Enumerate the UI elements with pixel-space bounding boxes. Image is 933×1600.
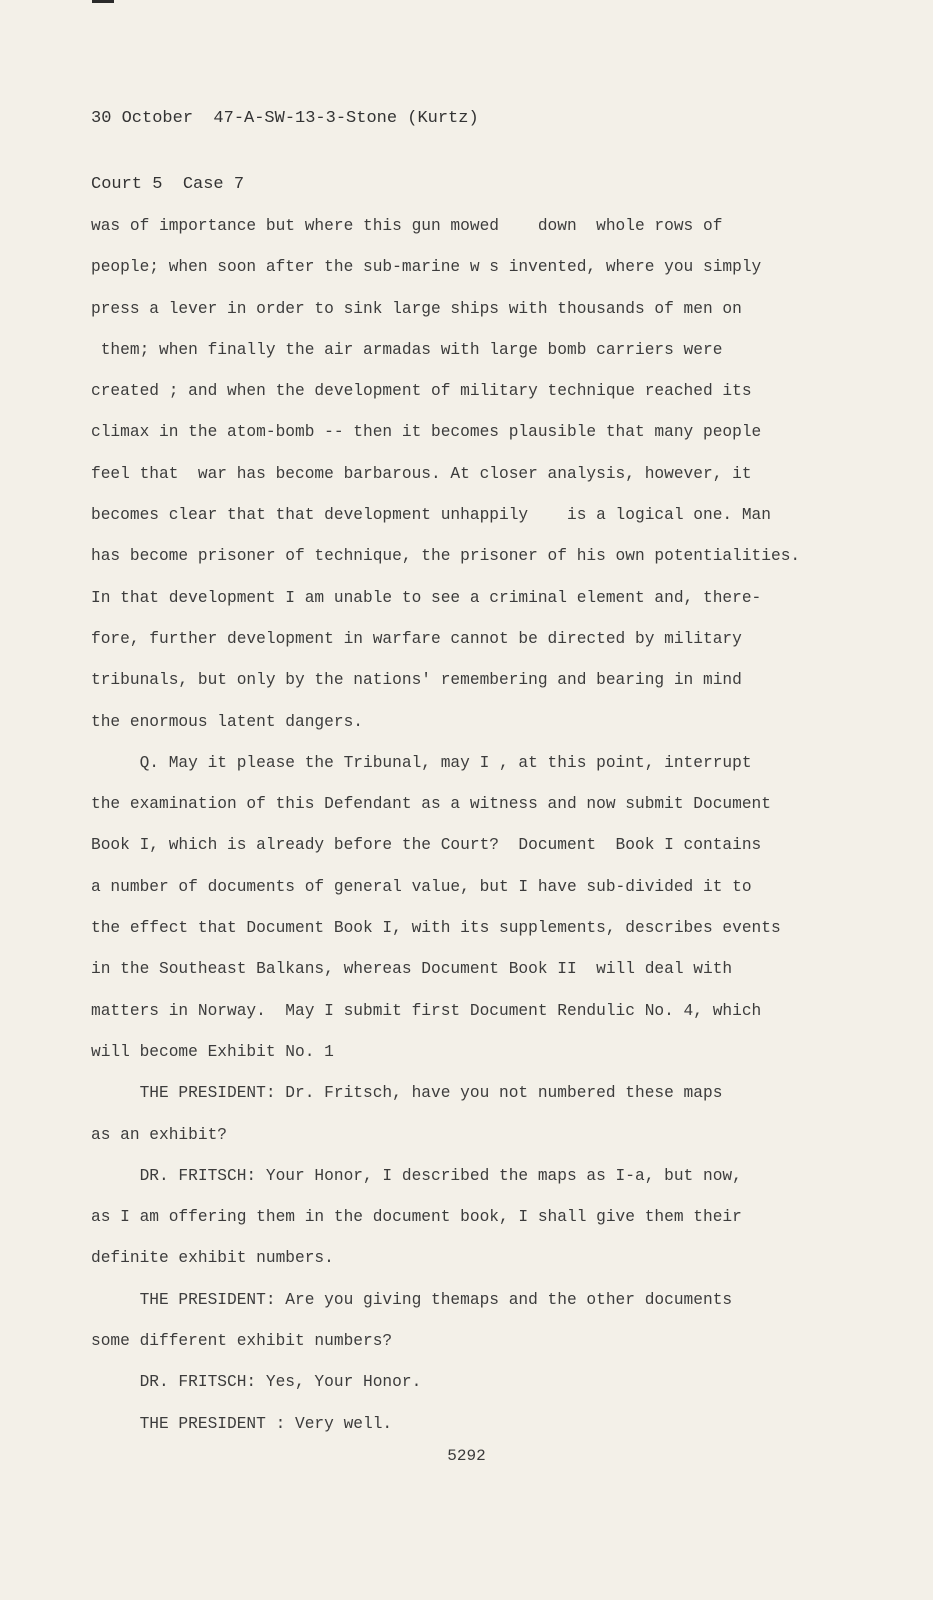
transcript-line: as I am offering them in the document book, I shall give them their	[91, 1208, 742, 1227]
transcript-line: tribunals, but only by the nations' remembering and bearing in mind	[91, 671, 742, 690]
transcript-line: THE PRESIDENT: Are you giving themaps and the other documents	[91, 1290, 733, 1309]
header-date-reference: 30 October 47-A-SW-13-3-Stone (Kurtz)	[91, 109, 479, 128]
header-court-case: Court 5 Case 7	[91, 175, 245, 194]
transcript-line: was of importance but where this gun mowed down whole rows of	[91, 217, 723, 235]
transcript-line: climax in the atom-bomb -- then it becomes plausible that many people	[91, 423, 762, 442]
transcript-line: the effect that Document Book I, with its supplements, describes events	[91, 919, 781, 938]
transcript-line: a number of documents of general value, but I have sub-divided it to	[91, 877, 752, 896]
transcript-line: them; when finally the air armadas with large bomb carriers were	[91, 340, 723, 359]
page-number: 5292	[447, 1447, 486, 1465]
transcript-line: becomes clear that that development unhappily is a logical one. Man	[91, 506, 771, 525]
transcript-line: will become Exhibit No. 1	[91, 1042, 334, 1061]
transcript-line: THE PRESIDENT : Very well.	[91, 1414, 393, 1433]
transcript-line: the enormous latent dangers.	[91, 712, 363, 731]
transcript-body	[91, 206, 851, 1445]
transcript-line: Book I, which is already before the Court? Document Book I contains	[91, 836, 762, 855]
transcript-line: as an exhibit?	[91, 1125, 227, 1144]
transcript-line: In that development I am unable to see a criminal element and, there-	[91, 588, 762, 607]
transcript-line: some different exhibit numbers?	[91, 1332, 393, 1351]
transcript-line: DR. FRITSCH: Your Honor, I described the maps as I-a, but now,	[91, 1166, 742, 1185]
transcript-line: people; when soon after the sub-marine w s invented, where you simply	[91, 258, 762, 277]
transcript-line: definite exhibit numbers.	[91, 1249, 334, 1268]
transcript-line: in the Southeast Balkans, whereas Document Book II will deal with	[91, 960, 733, 979]
transcript-line: matters in Norway. May I submit first Document Rendulic No. 4, which	[91, 1001, 762, 1020]
top-edge-mark	[92, 0, 114, 3]
transcript-line: DR. FRITSCH: Yes, Your Honor.	[91, 1373, 422, 1392]
transcript-line: created ; and when the development of military technique reached its	[91, 382, 752, 401]
transcript-line: the examination of this Defendant as a witness and now submit Document	[91, 795, 771, 814]
transcript-line: Q. May it please the Tribunal, may I , at this point, interrupt	[91, 753, 752, 772]
transcript-line: fore, further development in warfare cannot be directed by military	[91, 629, 742, 648]
transcript-line: has become prisoner of technique, the prisoner of his own potentialities.	[91, 547, 801, 566]
transcript-line: THE PRESIDENT: Dr. Fritsch, have you not numbered these maps	[91, 1084, 723, 1103]
transcript-line: press a lever in order to sink large ships with thousands of men on	[91, 299, 742, 318]
transcript-line: feel that war has become barbarous. At closer analysis, however, it	[91, 464, 752, 483]
